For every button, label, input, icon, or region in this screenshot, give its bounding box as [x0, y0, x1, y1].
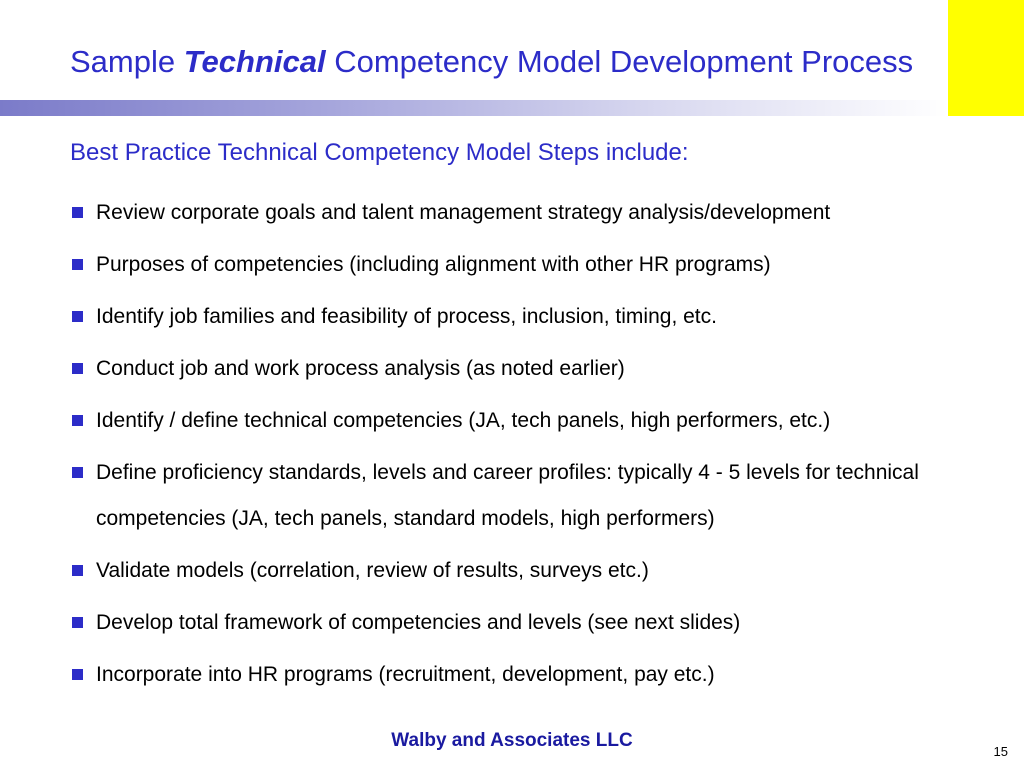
slide-subtitle: Best Practice Technical Competency Model Steps include: [70, 139, 689, 166]
square-bullet-icon [72, 363, 83, 374]
title-gradient-rule [0, 100, 948, 116]
title-emphasis: Technical [183, 44, 326, 79]
bullet-text: Identify job families and feasibility of process, inclusion, timing, etc. [96, 305, 717, 328]
yellow-highlight-block [948, 0, 1024, 116]
square-bullet-icon [72, 565, 83, 576]
bullet-item [70, 242, 1010, 288]
bullet-text: Review corporate goals and talent management strategy analysis/development [96, 201, 831, 224]
bullet-item [70, 294, 1010, 340]
bullet-item [70, 398, 1010, 444]
title-suffix: Competency Model Development Process [325, 44, 914, 79]
bullet-item [70, 548, 1010, 594]
square-bullet-icon [72, 669, 83, 680]
bullet-text: Define proficiency standards, levels and career profiles: typically 4 - 5 levels for technical competencies (JA, tech panels, standard models, high performers) [96, 461, 919, 530]
square-bullet-icon [72, 467, 83, 478]
bullet-item [70, 652, 1010, 698]
bullet-item [70, 600, 1010, 646]
bullet-text: Conduct job and work process analysis (as noted earlier) [96, 357, 625, 380]
bullet-list [70, 190, 1010, 704]
slide-title [70, 40, 913, 84]
bullet-text: Incorporate into HR programs (recruitment, development, pay etc.) [96, 663, 715, 686]
bullet-item [70, 346, 1010, 392]
square-bullet-icon [72, 415, 83, 426]
square-bullet-icon [72, 311, 83, 322]
footer-company-name: Walby and Associates LLC [391, 730, 633, 751]
bullet-item [70, 450, 1010, 542]
bullet-text: Identify / define technical competencies (JA, tech panels, high performers, etc.) [96, 409, 831, 432]
title-prefix: Sample [70, 44, 184, 79]
bullet-text: Purposes of competencies (including alignment with other HR programs) [96, 253, 771, 276]
page-number: 15 [993, 744, 1008, 759]
square-bullet-icon [72, 207, 83, 218]
square-bullet-icon [72, 617, 83, 628]
square-bullet-icon [72, 259, 83, 270]
bullet-item [70, 190, 1010, 236]
bullet-text: Validate models (correlation, review of results, surveys etc.) [96, 559, 649, 582]
bullet-text: Develop total framework of competencies and levels (see next slides) [96, 611, 741, 634]
